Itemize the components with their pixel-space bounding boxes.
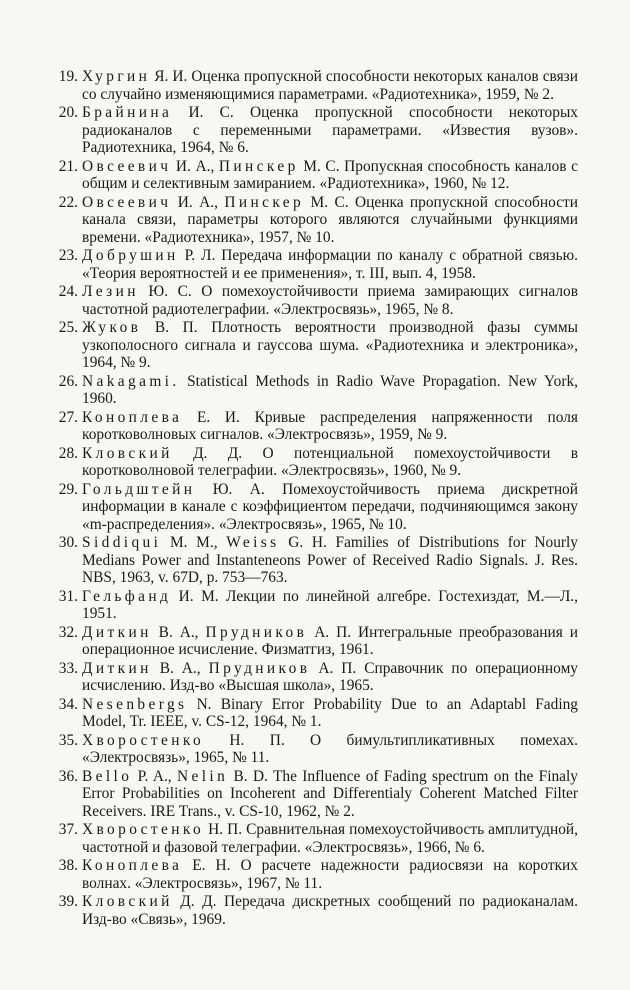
reference-author: Хургин xyxy=(82,68,151,85)
reference-number: 19. xyxy=(58,68,78,85)
reference-coauthor: Пинскер xyxy=(218,157,299,175)
reference-text: Сравнительная помехоустойчивость амплитудной, частотной и фазовой телеграфии. «Электросвязь», 1966, № 6. xyxy=(82,821,578,856)
reference-author: Диткин xyxy=(82,659,152,677)
reference-author: Siddiqui xyxy=(82,534,162,552)
reference-number: 38. xyxy=(58,857,78,875)
reference-19 xyxy=(58,68,578,103)
reference-30 xyxy=(58,534,578,587)
reference-coauthor: Пинскер xyxy=(224,193,305,211)
reference-author: Добрушин xyxy=(82,247,179,265)
reference-initials: Ю. А. xyxy=(195,480,265,498)
reference-initials: И. С. xyxy=(172,103,234,121)
reference-number: 23. xyxy=(58,247,78,265)
reference-number: 27. xyxy=(58,408,78,426)
reference-coauthor-initials: B. D. xyxy=(228,767,268,785)
reference-author: Nakagami. xyxy=(82,372,180,390)
reference-author: Коноплева xyxy=(82,857,183,875)
reference-text: Помехоустойчивость приема дискретной информации в канале с коэффициентом передачи, подчиняющимся закону «m-распределения». «Электросвязь», 1965, № 10. xyxy=(82,480,578,533)
reference-text: Передача дискретных сообщений по радиоканалам. Изд-во «Связь», 1969. xyxy=(82,893,578,928)
reference-33 xyxy=(58,659,579,695)
reference-text: О потенциальной помехоустойчивости в коротковолновой телеграфии. «Электросвязь», 1960, № 9. xyxy=(82,444,578,480)
reference-list xyxy=(0,68,630,928)
reference-author: Овсеевич xyxy=(82,157,172,175)
reference-author: Хворостенко xyxy=(82,731,205,749)
reference-number: 24. xyxy=(58,283,78,301)
reference-coauthor: Прудников xyxy=(205,623,308,641)
reference-text: Плотность вероятности производной фазы суммы узкополосного сигнала и гауссова шума. «Радиотехника и электроника», 1964, № 9. xyxy=(82,319,578,372)
reference-text: О бимультипликативных помехах. «Электросвязь», 1965, № 11. xyxy=(82,731,578,767)
reference-author: Гольдштейн xyxy=(82,480,196,498)
reference-text: Интегральные преобразования и операционное исчисление. Физматгиз, 1961. xyxy=(82,623,579,659)
reference-number: 26. xyxy=(58,372,78,390)
reference-initials: Р. Л. xyxy=(178,247,216,265)
reference-24 xyxy=(58,283,578,318)
reference-text: Binary Error Probability Due to an Adaptabl Fading Model, Tr. IEEE, v. CS-12, 1964, № 1. xyxy=(82,695,579,731)
reference-number: 28. xyxy=(58,444,78,462)
reference-number: 32. xyxy=(58,623,78,641)
reference-number: 33. xyxy=(58,659,78,677)
reference-initials: N. xyxy=(187,695,212,713)
reference-text: Оценка пропускной способности некоторых радиоканалов с переменными параметрами. «Известия вузов». Радиотехника, 1964, № 6. xyxy=(82,103,578,157)
reference-author: Диткин xyxy=(82,623,152,641)
reference-21 xyxy=(58,157,578,193)
reference-27 xyxy=(58,408,578,444)
reference-coauthor-initials: А. П. xyxy=(307,623,352,641)
reference-initials: И. М. xyxy=(171,587,219,605)
reference-author: Жуков xyxy=(82,319,142,337)
reference-text: Оценка пропускной способности канала связи, параметры которого являются случайными функциями времени. «Радиотехника», 1957, № 10. xyxy=(82,193,578,246)
reference-initials: Е. Н. xyxy=(182,857,231,875)
reference-initials: И. А., xyxy=(171,193,225,211)
reference-author: Овсеевич xyxy=(82,193,172,211)
reference-number: 31. xyxy=(58,587,78,605)
reference-coauthor: Прудников xyxy=(208,659,311,677)
reference-author: Кловский xyxy=(82,893,173,911)
reference-number: 29. xyxy=(58,480,78,498)
reference-36 xyxy=(58,767,578,821)
reference-text: Пропускная способность каналов с общим и селективным замиранием. «Радиотехника», 1960, № 12. xyxy=(82,157,578,193)
reference-initials: В. А., xyxy=(151,659,209,677)
reference-number: 25. xyxy=(58,319,78,337)
reference-initials: Ю. С. xyxy=(138,283,192,301)
reference-39 xyxy=(58,893,578,928)
reference-author: Лезин xyxy=(82,283,139,301)
reference-initials: И. А., xyxy=(171,157,219,175)
reference-text: Statistical Methods in Radio Wave Propagation. New York, 1960. xyxy=(82,372,578,408)
reference-26 xyxy=(58,372,578,408)
reference-coauthor-initials: М. С. xyxy=(304,193,349,211)
reference-text: Справочник по операционному исчислению. Изд-во «Высшая школа», 1965. xyxy=(82,659,579,695)
reference-number: 22. xyxy=(58,193,78,211)
reference-author: Гельфанд xyxy=(82,587,172,605)
reference-34 xyxy=(58,695,579,731)
reference-initials: P. A., xyxy=(132,767,178,785)
reference-28 xyxy=(58,444,578,480)
reference-author: Bello xyxy=(82,767,133,785)
reference-author: Кловский xyxy=(82,444,173,462)
reference-coauthor-initials: М. С. xyxy=(298,157,340,175)
reference-number: 20. xyxy=(58,103,78,121)
reference-number: 37. xyxy=(58,821,78,839)
reference-23 xyxy=(58,247,578,282)
reference-31 xyxy=(58,587,578,623)
reference-coauthor-initials: А. П. xyxy=(310,659,357,677)
reference-author: Коноплева xyxy=(82,408,183,426)
reference-text: The Influence of Fading spectrum on the Finaly Error Probabilities on Incoherent and Differentialy Coherent Matched Filter Receivers. IRE Trans., v. CS-10, 1962, № 2. xyxy=(82,767,578,820)
reference-author: Брайнина xyxy=(82,103,173,121)
reference-29 xyxy=(58,480,578,534)
reference-32 xyxy=(58,623,579,659)
reference-initials: В. А., xyxy=(151,623,206,641)
reference-text: О расчете надежности радиосвязи на коротких волнах. «Электросвязь», 1967, № 11. xyxy=(82,857,578,892)
reference-38 xyxy=(58,857,578,892)
reference-number: 34. xyxy=(58,695,78,713)
reference-coauthor: Nelin xyxy=(177,767,229,785)
reference-initials: Я. И. xyxy=(150,68,188,85)
reference-35 xyxy=(58,731,578,767)
reference-initials: Д. Д. xyxy=(172,444,243,462)
reference-22 xyxy=(58,193,578,247)
reference-text: Кривые распределения напряженности поля коротковолновых сигналов. «Электросвязь», 1959, № 9. xyxy=(82,408,578,444)
reference-37 xyxy=(58,821,578,856)
reference-number: 36. xyxy=(58,767,78,785)
reference-initials: M. M., xyxy=(161,534,227,552)
reference-author: Хворостенко xyxy=(82,821,205,839)
reference-number: 35. xyxy=(58,731,78,749)
reference-20 xyxy=(58,103,578,157)
reference-text: Оценка пропускной способности некоторых каналов связи со случайно изменяющимися параметрами. «Радиотехника», 1959, № 2. xyxy=(82,68,578,103)
reference-author: Nesenbergs xyxy=(82,695,188,713)
reference-number: 21. xyxy=(58,157,78,175)
reference-initials: В. П. xyxy=(141,319,198,337)
reference-coauthor: Weiss xyxy=(226,534,280,552)
reference-text: О помехоустойчивости приема замирающих сигналов частотной радиотелеграфии. «Электросвязь», 1965, № 8. xyxy=(82,283,578,318)
reference-coauthor-initials: G. H. xyxy=(279,534,327,552)
reference-text: Передача информации по каналу с обратной связью. «Теория вероятностей и ее применения», т. III, вып. 4, 1958. xyxy=(82,247,578,282)
reference-number: 39. xyxy=(58,893,78,911)
reference-initials: Н. П. xyxy=(204,731,285,749)
reference-25 xyxy=(58,319,578,372)
reference-number: 30. xyxy=(58,534,78,552)
reference-text: Лекции по линейной алгебре. Гостехиздат, М.—Л., 1951. xyxy=(82,587,578,623)
reference-initials: Е. И. xyxy=(182,408,240,426)
reference-text: Families of Distributions for Nourly Medians Power and Instanteneons Power of Received Radio Signals. J. Res. NBS, 1963, v. 67D, p. 753—763. xyxy=(82,534,578,587)
reference-initials: Д. Д. xyxy=(172,893,217,911)
reference-initials: Н. П. xyxy=(204,821,243,839)
